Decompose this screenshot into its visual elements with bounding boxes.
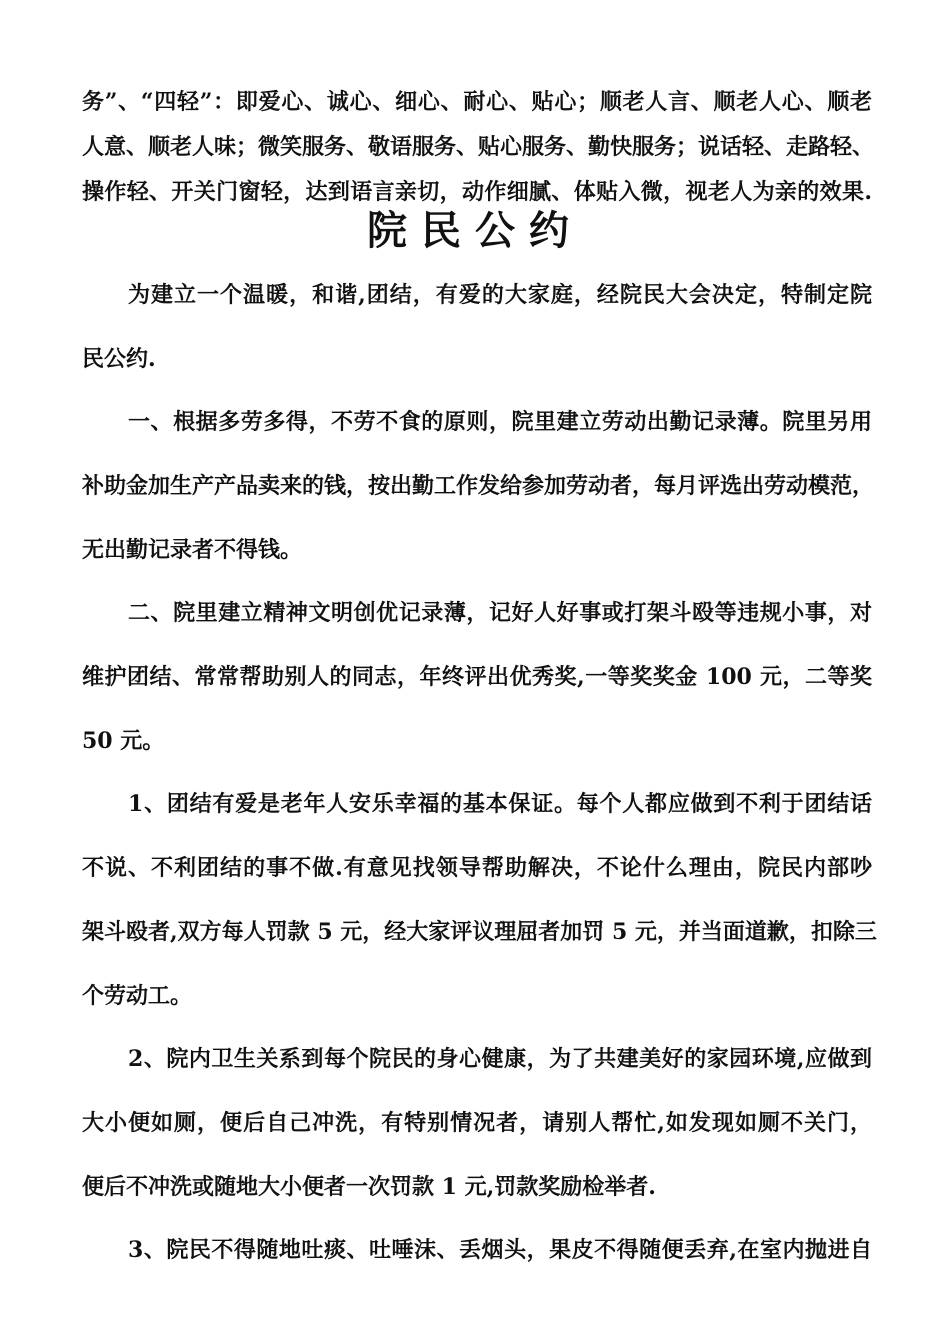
article1-line-1: 一、根据多劳多得，不劳不食的原则，院里建立劳动出勤记录薄。院里另用 [128,409,872,435]
item1-line-2: 不说、不利团结的事不做.有意见找领导帮助解决，不论什么理由，院民内部吵 [82,855,872,881]
item3-line-1: 3、院民不得随地吐痰、吐唾沫、丢烟头，果皮不得随便丢弃,在室内抛进自 [128,1237,872,1263]
preamble-line-1: 为建立一个温暖，和谐,团结，有爱的大家庭，经院民大会决定，特制定院 [128,282,872,308]
article2-line-1: 二、院里建立精神文明创优记录薄，记好人好事或打架斗殴等违规小事，对 [128,600,872,626]
item1-line-3: 架斗殴者,双方每人罚款 5 元，经大家评议理屈者加罚 5 元，并当面道歉，扣除三 [82,919,877,945]
article1-line-3: 无出勤记录者不得钱。 [82,537,303,563]
item2-line-1: 2、院内卫生关系到每个院民的身心健康，为了共建美好的家园环境,应做到 [128,1046,872,1072]
item2-line-3: 便后不冲洗或随地大小便者一次罚款 1 元,罚款奖励检举者. [82,1174,656,1200]
article2-line-2: 维护团结、常常帮助别人的同志，年终评出优秀奖,一等奖奖金 100 元，二等奖 [82,664,872,690]
intro-line-1: 务”、“四轻”：即爱心、诚心、细心、耐心、贴心；顺老人言、顺老人心、顺老 [82,89,872,115]
item1-line-4: 个劳动工。 [82,983,193,1009]
item2-line-2: 大小便如厕，便后自己冲洗，有特别情况者，请别人帮忙,如发现如厕不关门， [82,1110,872,1136]
preamble-line-2: 民公约. [82,346,156,372]
item1-line-1: 1、团结有爱是老年人安乐幸福的基本保证。每个人都应做到不利于团结话 [128,791,872,817]
document-title: 院民公约 [367,207,583,254]
intro-line-3: 操作轻、开关门窗轻，达到语言亲切，动作细腻、体贴入微，视老人为亲的效果. [82,179,872,205]
intro-line-2: 人意、顺老人味；微笑服务、敬语服务、贴心服务、勤快服务；说话轻、走路轻、 [82,134,875,160]
article1-line-2: 补助金加生产产品卖来的钱，按出勤工作发给参加劳动者，每月评选出劳动模范， [82,473,875,499]
article2-line-3: 50 元。 [82,728,165,754]
